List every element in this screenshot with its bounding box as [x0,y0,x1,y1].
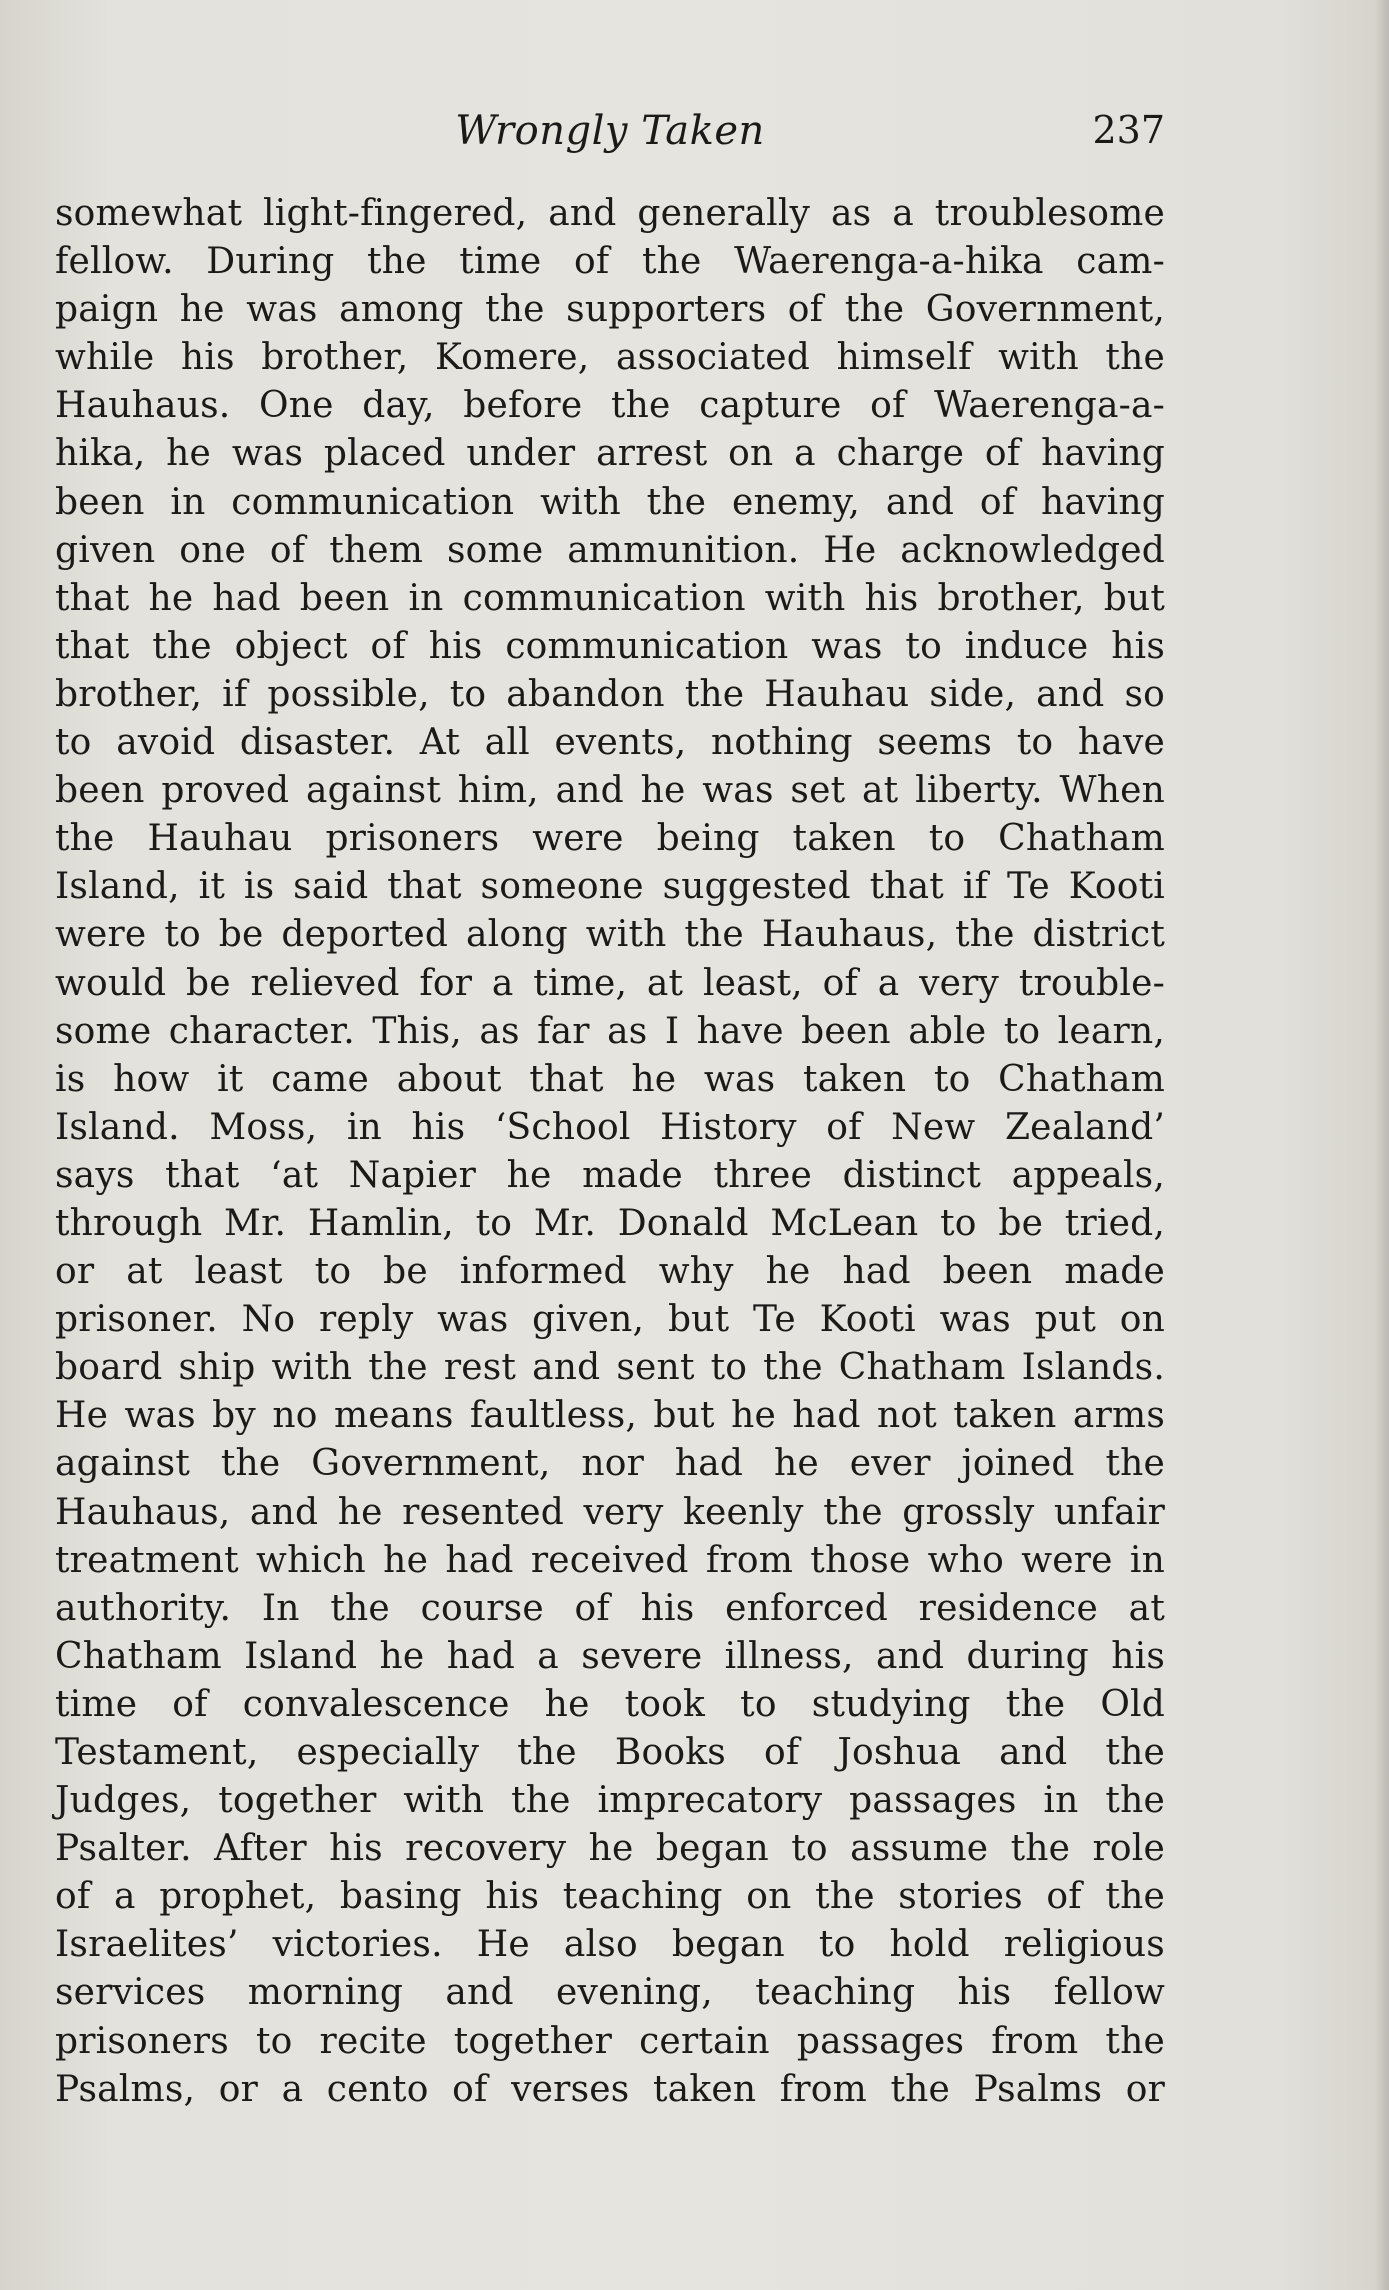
text-line: Israelites’ victories. He also began to hold religious [55,1924,1165,1966]
text-line: board ship with the rest and sent to the Chatham Islands. [55,1347,1165,1389]
text-line: prisoners to recite together certain passages from the [55,2020,1165,2062]
text-line: paign he was among the supporters of the Government, [55,289,1165,331]
text-line: given one of them some ammunition. He acknowledged [55,529,1165,571]
text-line: against the Government, nor had he ever joined the [55,1443,1165,1485]
running-title: Wrongly Taken [455,108,765,154]
text-line: Hauhaus. One day, before the capture of Waerenga-a- [55,385,1165,427]
text-line: that he had been in communication with his brother, but [55,577,1165,619]
text-line: Chatham Island he had a severe illness, and during his [55,1635,1165,1677]
text-line: the Hauhau prisoners were being taken to Chatham [55,818,1165,860]
text-line: treatment which he had received from those who were in [55,1539,1165,1581]
text-line: time of convalescence he took to studying the Old [55,1683,1165,1725]
text-line: Judges, together with the imprecatory passages in the [55,1780,1165,1822]
text-line: or at least to be informed why he had been made [55,1251,1165,1293]
text-line: hika, he was placed under arrest on a charge of having [55,433,1165,475]
text-line: Psalter. After his recovery he began to assume the role [55,1828,1165,1870]
text-line: that the object of his communication was to induce his [55,625,1165,667]
text-line: is how it came about that he was taken to Chatham [55,1058,1165,1100]
text-line: Island. Moss, in his ‘School History of New Zealand’ [55,1106,1165,1148]
text-line: of a prophet, basing his teaching on the stories of the [55,1876,1165,1918]
text-line: while his brother, Komere, associated himself with the [55,337,1165,379]
text-line: Psalms, or a cento of verses taken from the Psalms or [55,2068,1165,2110]
text-line: brother, if possible, to abandon the Hauhau side, and so [55,673,1165,715]
body-text [55,190,1165,2114]
running-head [55,108,1165,160]
text-line: authority. In the course of his enforced residence at [55,1587,1165,1629]
text-line: services morning and evening, teaching his fellow [55,1972,1165,2014]
text-line: been proved against him, and he was set at liberty. When [55,770,1165,812]
text-line: somewhat light-fingered, and generally as a troublesome [55,193,1165,234]
text-line: some character. This, as far as I have been able to learn, [55,1010,1165,1052]
text-line: were to be deported along with the Hauhaus, the district [55,914,1165,956]
text-line: says that ‘at Napier he made three distinct appeals, [55,1154,1165,1196]
text-line: He was by no means faultless, but he had not taken arms [55,1395,1165,1437]
text-line: Hauhaus, and he resented very keenly the grossly unfair [55,1491,1165,1533]
text-line: would be relieved for a time, at least, of a very trouble- [55,962,1165,1004]
text-line: through Mr. Hamlin, to Mr. Donald McLean to be tried, [55,1202,1165,1244]
text-line: to avoid disaster. At all events, nothing seems to have [55,722,1165,764]
text-line: fellow. During the time of the Waerenga-a-hika cam- [55,241,1165,283]
text-line: Island, it is said that someone suggested that if Te Kooti [55,866,1165,908]
text-line: prisoner. No reply was given, but Te Kooti was put on [55,1299,1165,1341]
text-line: been in communication with the enemy, and of having [55,481,1165,523]
page-number: 237 [1092,108,1165,152]
page-edge-shadow [1375,0,1389,2290]
text-line: Testament, especially the Books of Joshua and the [55,1732,1165,1773]
